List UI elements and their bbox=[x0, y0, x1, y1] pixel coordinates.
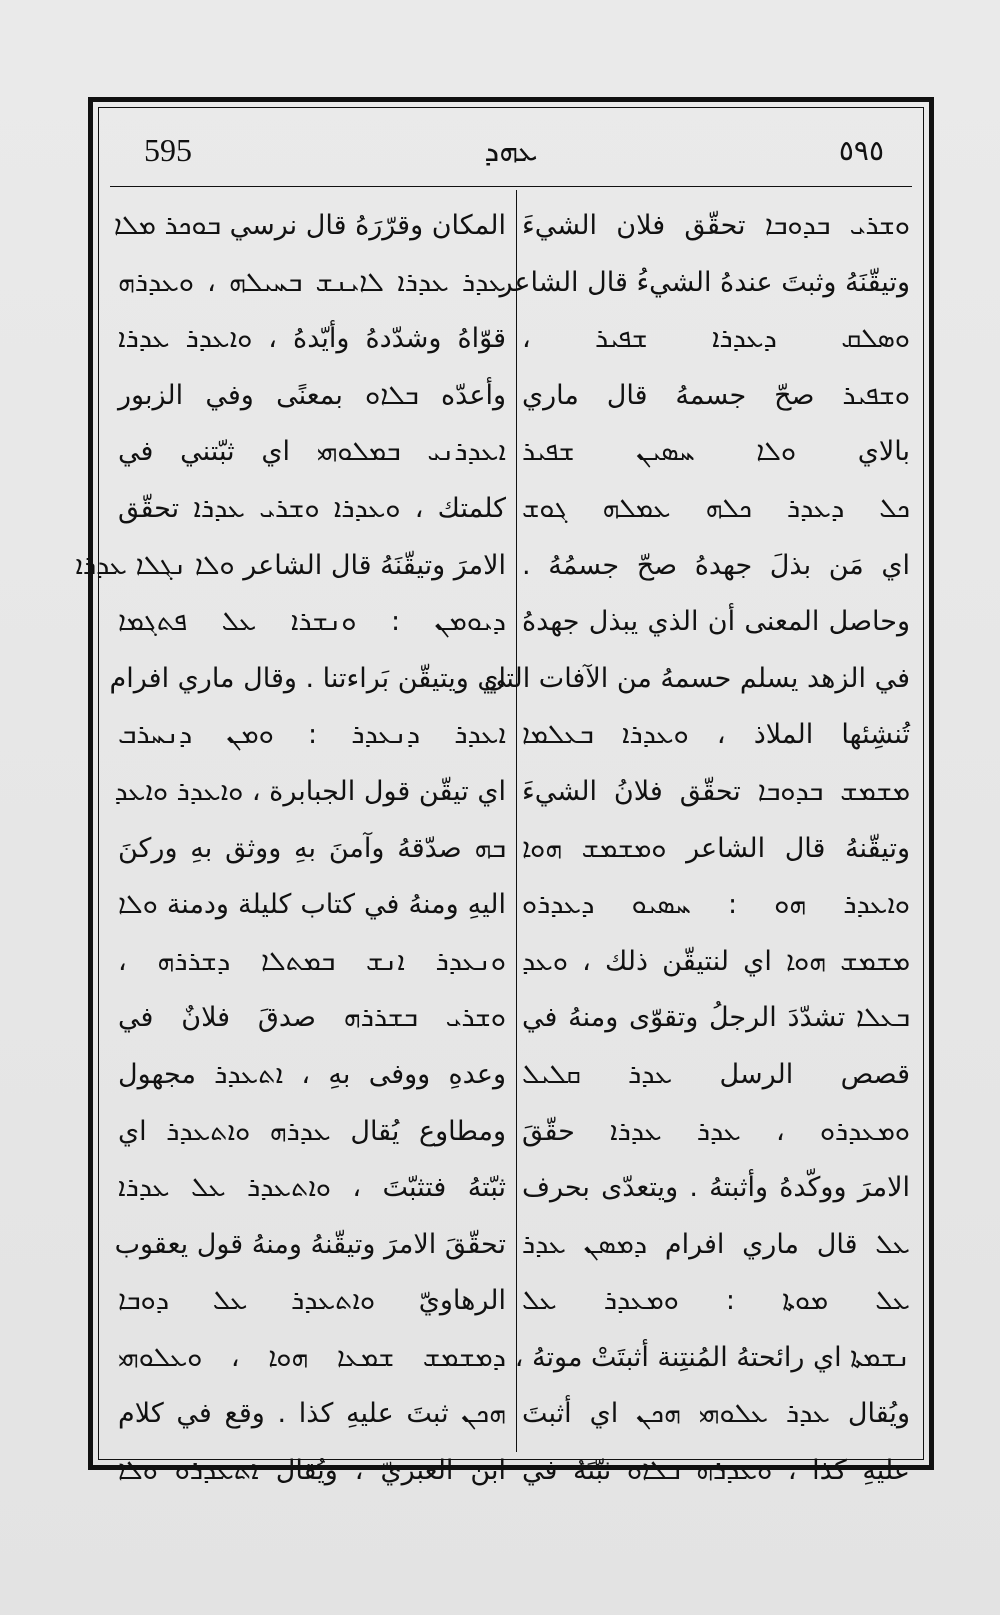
text-line: ܘܡܥܕܪܘ ، ܥܕܪ ܥܕܪܐ حقّقَ bbox=[522, 1115, 910, 1147]
page-number-latin: 595 bbox=[144, 132, 192, 168]
text-line: قوّاهُ وشدّدهُ وأيّدهُ ، ܘܐܥܕܪ ܥܕܪܐ bbox=[118, 323, 506, 355]
text-line: عليهِ كذا ، ܘܥܕܪܗ ܒܠܐܘ ثبّتَهُ في bbox=[522, 1455, 910, 1487]
text-line: تحقّقَ الامرَ وتيقّنهُ ومنهُ قول يعقوب bbox=[114, 1228, 506, 1260]
text-line: ܗܟܢ ثبتَ عليهِ كذا . وقع في كلام bbox=[118, 1398, 506, 1430]
text-line: المكان وقرّرَهُ قال نرسي ܒܘܟܪ ܡܠܐ bbox=[113, 210, 506, 241]
text-line: ويُقال ܥܕܪ ܥܠܘܗܝ ܗܟܢ اي أثبتَ bbox=[522, 1398, 910, 1430]
page-number-arabic: ٥٩٥ bbox=[838, 134, 884, 167]
running-head: ܥܗܕ bbox=[484, 134, 538, 169]
text-line: اي مَن بذلَ جهدهُ صحّ جسمُهُ . bbox=[522, 549, 910, 581]
text-line: الامرَ وتيقّنَهُ قال الشاعر ܘܠܐ ܢܓܠܐ ܥܕܪܐ bbox=[75, 549, 506, 581]
text-line: الامرَ ووكّدهُ وأثبتهُ . ويتعدّى بحرف bbox=[522, 1172, 910, 1204]
text-line: ܕܡܫܡܫ ܫܡܥܐ ܗܘܐ ، ܘܥܠܘܗܝ bbox=[118, 1341, 506, 1373]
text-line: اي تيقّن قول الجبابرة ، ܘܐܥܕܪ ܘܐܥܕ bbox=[114, 775, 506, 807]
text-line: ومطاوع يُقال ܥܕܪܗ ܘܐܬܥܕܪ اي bbox=[118, 1115, 506, 1147]
left-column bbox=[75, 198, 506, 1487]
text-line: بالاي ܘܠܐ ܚܣܝܢ ܫܦܝܪ bbox=[522, 436, 910, 468]
text-line: ܒܗ صدّقهُ وآمنَ بهِ ووثق بهِ وركنَ bbox=[118, 832, 506, 864]
text-line: ܥܠ قال ماري افرام ܕܡܣܢ ܥܕܪ bbox=[522, 1228, 910, 1260]
text-line: ܒܥܠܐ تشدّدَ الرجلُ وتقوّى ومنهُ في bbox=[522, 1002, 910, 1034]
text-line: ܘܐܥܕܪ ܗܘ : ܚܣܝܘ ܕܥܕܪܘ bbox=[522, 889, 910, 921]
text-line: ܟܠ ܕܥܕܪ ܟܠܗ ܥܡܠܗ ܓܘܫ bbox=[522, 492, 910, 524]
text-line: اي ويتيقّن بَراءتنا . وقال ماري افرام bbox=[109, 662, 506, 694]
text-line: وأعدّه ܒܠܐܘ بمعنًى وفي الزبور bbox=[118, 379, 506, 411]
text-line: ܘܫܪܝ ܒܕܘܒܐ تحقّق فلان الشيءَ bbox=[522, 210, 910, 241]
text-line: وتيقّنهُ قال الشاعر ܘܡܫܡܫ ܗܘܐ bbox=[522, 832, 910, 864]
text-line: ܘܫܦܝܪ صحّ جسمهُ قال ماري bbox=[522, 379, 910, 411]
column-divider bbox=[516, 190, 517, 1452]
header-rule bbox=[110, 186, 912, 187]
text-line: قصص الرسل ܥܕܪ ܩܠܝܠ bbox=[522, 1058, 910, 1090]
text-line: تُنشِئها الملاذ ، ܘܥܕܪܐ ܒܥܠܡܐ bbox=[522, 719, 910, 751]
text-line: ܥܕܪ ܥܕܪܐ ܠܐܝܢܫ ܒܚܝܠܗ ، ܘܥܕܪܗ bbox=[118, 266, 506, 298]
text-line: ܡܫܡܫ ܒܕܘܒܐ تحقّق فلانُ الشيءَ bbox=[522, 775, 910, 807]
text-line: ܢܫܡܬܐ اي رائحتهُ المُنتِنة أثبتَتْ موتهُ ، bbox=[514, 1341, 910, 1373]
text-line: وعدهِ ووفى بهِ ، ܐܬܥܕܪ مجهول bbox=[118, 1058, 506, 1090]
text-line: ܥܠ ܡܘܬܐ : ܘܡܥܕܪ ܥܠ bbox=[522, 1285, 910, 1317]
text-line: كلمتك ، ܘܥܕܪܐ ܘܫܪܝ ܥܕܪܐ تحقّق bbox=[118, 492, 506, 524]
text-line: ܐܥܕܪܢܝ ܒܡܠܘܗܝ اي ثبّتني في bbox=[118, 436, 506, 468]
text-line: ܘܫܪܝ ܒܫܪܪܗ صدقَ فلانٌ في bbox=[118, 1002, 506, 1034]
text-line: وتيقّنَهُ وثبتَ عندهُ الشيءُ قال الشاعر bbox=[499, 266, 910, 298]
page-header bbox=[110, 118, 912, 180]
text-line: ܕܝܘܡܢ : ܘܢܫܪܐ ܥܠ ܦܬܓܡܐ bbox=[118, 606, 506, 638]
text-line: ابن العبريّ ، ويُقال ܐܬܥܕܪܘ ܘܠܐ bbox=[118, 1455, 506, 1487]
text-line: ܡܫܡܫ ܗܘܐ اي لنتيقّن ذلك ، ܘܥܕ bbox=[522, 945, 910, 977]
text-line: اليهِ ومنهُ في كتاب كليلة ودمنة ܘܠܐ bbox=[118, 889, 506, 921]
text-line: ܘܢܥܕܪ ܐܢܫ ܒܡܬܠܐ ܕܫܪܪܗ ، bbox=[118, 945, 506, 977]
right-column bbox=[483, 198, 910, 1487]
text-line: الرهاويّ ܘܐܬܥܕܪ ܥܠ ܕܘܒܐ bbox=[118, 1285, 506, 1317]
text-line: ܐܥܕܪ ܕܢܥܕܪ : ܘܡܢ ܕܢܚܪܒ bbox=[118, 719, 506, 751]
text-line: في الزهد يسلم حسمهُ من الآفات التي bbox=[483, 662, 910, 694]
text-line: ܘܣܠܩ ܕܥܕܪܐ ܫܦܝܪ ، bbox=[522, 323, 910, 355]
text-line: وحاصل المعنى أن الذي يبذل جهدهُ bbox=[522, 606, 910, 638]
text-line: ثبّتهُ فتثبّتَ ، ܘܐܬܥܕܪ ܥܠ ܥܕܪܐ bbox=[118, 1172, 506, 1204]
